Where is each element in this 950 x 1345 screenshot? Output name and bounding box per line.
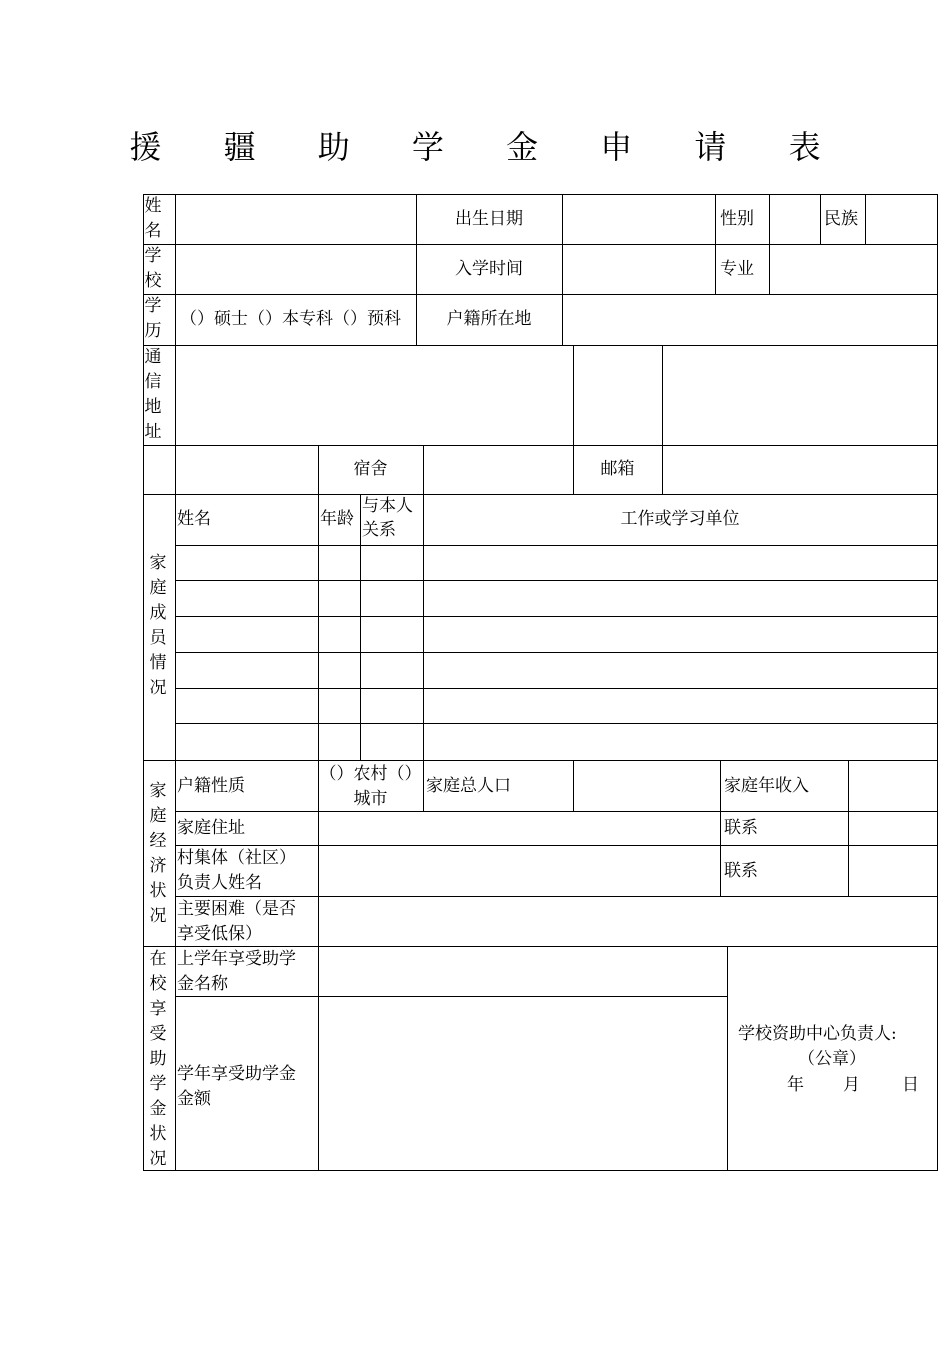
family-population-label: 家庭总人口 [426, 776, 511, 796]
rule [662, 345, 663, 494]
rule [143, 194, 938, 195]
aid-amount-line2: 金额 [177, 1089, 211, 1109]
month-label: 月 [843, 1075, 860, 1095]
home-address-label: 家庭住址 [177, 818, 245, 838]
rule [143, 294, 938, 295]
school-label: 学校 [144, 246, 162, 291]
major-label: 专业 [720, 259, 754, 279]
rule [573, 760, 574, 811]
member-name-header: 姓名 [177, 509, 211, 529]
rule [143, 244, 938, 245]
difficulty-label-line1: 主要困难（是否 [177, 899, 296, 919]
rule [820, 194, 821, 244]
member-work-header: 工作或学习单位 [620, 509, 740, 529]
gender-label: 性别 [720, 209, 754, 229]
hukou-options-line2: 城市 [353, 789, 388, 809]
last-year-aid-line2: 金名称 [177, 974, 228, 994]
education-options: （）硕士（）本专科（）预科 [180, 309, 401, 329]
seal-label: （公章） [798, 1049, 866, 1069]
rule [769, 194, 770, 294]
rule [175, 545, 938, 546]
member-age-header: 年龄 [320, 509, 354, 529]
contact-label: 联系 [724, 861, 758, 881]
mailbox-label: 邮箱 [600, 459, 635, 479]
rule [423, 494, 424, 760]
rule [175, 811, 938, 812]
enroll-date-label: 入学时间 [455, 259, 523, 279]
ethnicity-label: 民族 [824, 209, 858, 229]
hukou-options-line1: （）农村（） [319, 764, 422, 784]
education-label: 学历 [144, 296, 162, 341]
address-label: 通信地址 [144, 347, 162, 442]
rule [175, 194, 176, 1171]
rule [175, 652, 938, 653]
rule [143, 760, 938, 761]
difficulty-label-line2: 享受低保） [177, 924, 262, 944]
center-head-label: 学校资助中心负责人: [738, 1024, 897, 1044]
rule [848, 760, 849, 896]
rule [143, 445, 938, 446]
rule [423, 445, 424, 494]
rule [175, 616, 938, 617]
rule [143, 1170, 938, 1171]
rule [318, 494, 319, 760]
dorm-label: 宿舍 [353, 459, 388, 479]
rule [865, 194, 866, 244]
rule [360, 494, 361, 760]
contact-label: 联系 [724, 818, 758, 838]
member-relation-header: 与本人关系 [362, 496, 413, 540]
hukou-place-label: 户籍所在地 [446, 309, 532, 329]
village-label-line1: 村集体（社区） [177, 848, 296, 868]
form-title: 援 疆 助 学 金 申 请 表 [129, 128, 847, 166]
economic-status-label: 家庭经济状况 [149, 781, 167, 926]
rule [175, 996, 727, 997]
rule [720, 760, 721, 896]
name-label: 姓名 [144, 196, 162, 241]
day-label: 日 [902, 1075, 919, 1095]
hukou-type-label: 户籍性质 [177, 776, 245, 796]
rule [423, 760, 424, 811]
rule [143, 494, 938, 495]
aid-status-label: 在校享受助学金状况 [149, 949, 167, 1169]
village-label-line2: 负责人姓名 [177, 873, 262, 893]
birth-date-label: 出生日期 [455, 209, 523, 229]
family-income-label: 家庭年收入 [724, 776, 809, 796]
rule [175, 723, 938, 724]
family-members-label: 家庭成员情况 [149, 553, 167, 698]
rule [175, 580, 938, 581]
rule [175, 688, 938, 689]
rule [562, 194, 563, 345]
aid-amount-line1: 学年享受助学金 [177, 1064, 296, 1084]
rule [715, 194, 716, 294]
year-label: 年 [787, 1075, 804, 1095]
rule [318, 946, 319, 1171]
rule [937, 194, 938, 1171]
last-year-aid-line1: 上学年享受助学 [177, 949, 296, 969]
rule [143, 345, 938, 346]
